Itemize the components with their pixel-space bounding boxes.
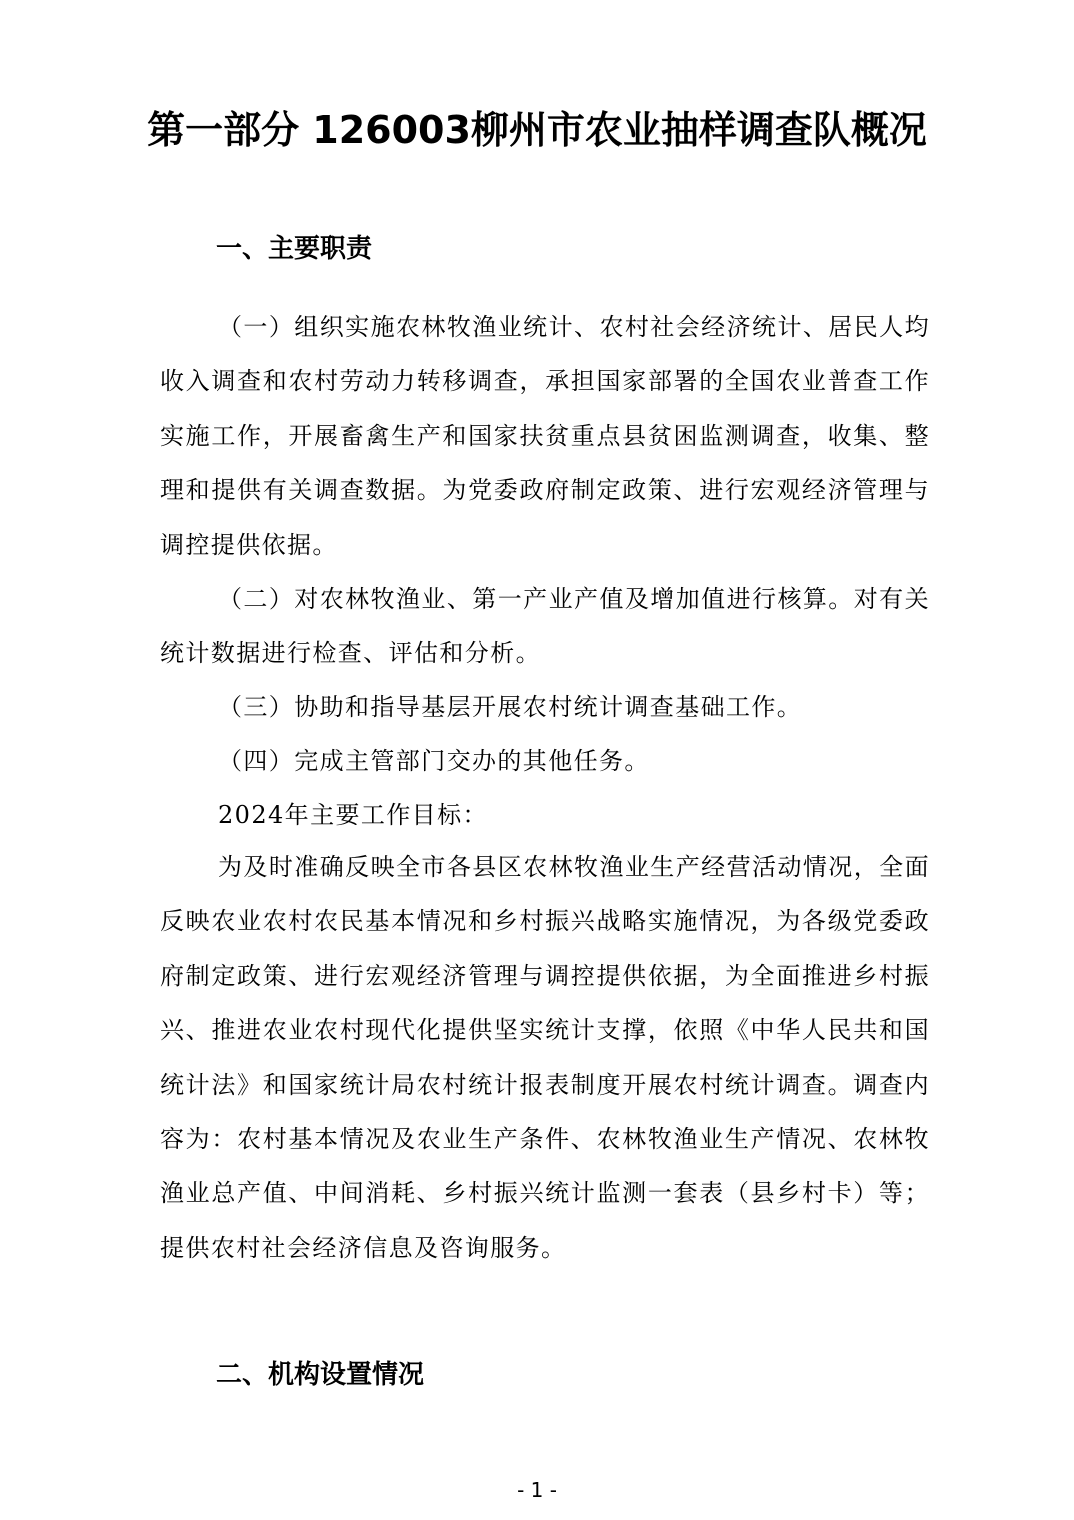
paragraph-duty-3: （三）协助和指导基层开展农村统计调查基础工作。 [218, 693, 803, 721]
page-number: - 1 - [517, 1478, 557, 1502]
paragraph-goals-heading: 2024年主要工作目标： [218, 801, 488, 829]
section-heading-organization: 二、机构设置情况 [216, 1360, 425, 1390]
page-title: 第一部分 126003柳州市农业抽样调查队概况 [147, 108, 927, 152]
section-heading-duties: 一、主要职责 [216, 234, 373, 264]
paragraph-duty-1: （一）组织实施农林牧渔业统计、农村社会经济统计、居民人均收入调查和农村劳动力转移调查，承担国家部署的全国农业普查工作实施工作，开展畜禽生产和国家扶贫重点县贫困监测调查，收集、整理和提供有关调查数据。为党委政府制定政策、进行宏观经济管理与调控提供依据。 [160, 313, 930, 559]
paragraph-duty-2: （二）对农林牧渔业、第一产业产值及增加值进行核算。对有关统计数据进行检查、评估和分析。 [160, 585, 930, 668]
paragraph-duty-4: （四）完成主管部门交办的其他任务。 [218, 747, 650, 775]
paragraph-goals-body: 为及时准确反映全市各县区农林牧渔业生产经营活动情况，全面反映农业农村农民基本情况和乡村振兴战略实施情况，为各级党委政府制定政策、进行宏观经济管理与调控提供依据，为全面推进乡村振兴、推进农业农村现代化提供坚实统计支撑，依照《中华人民共和国统计法》和国家统计局农村统计报表制度开展农村统计调查。调查内容为：农村基本情况及农业生产条件、农林牧渔业生产情况、农林牧渔业总产值、中间消耗、乡村振兴统计监测一套表（县乡村卡）等；提供农村社会经济信息及咨询服务。 [160, 853, 930, 1262]
